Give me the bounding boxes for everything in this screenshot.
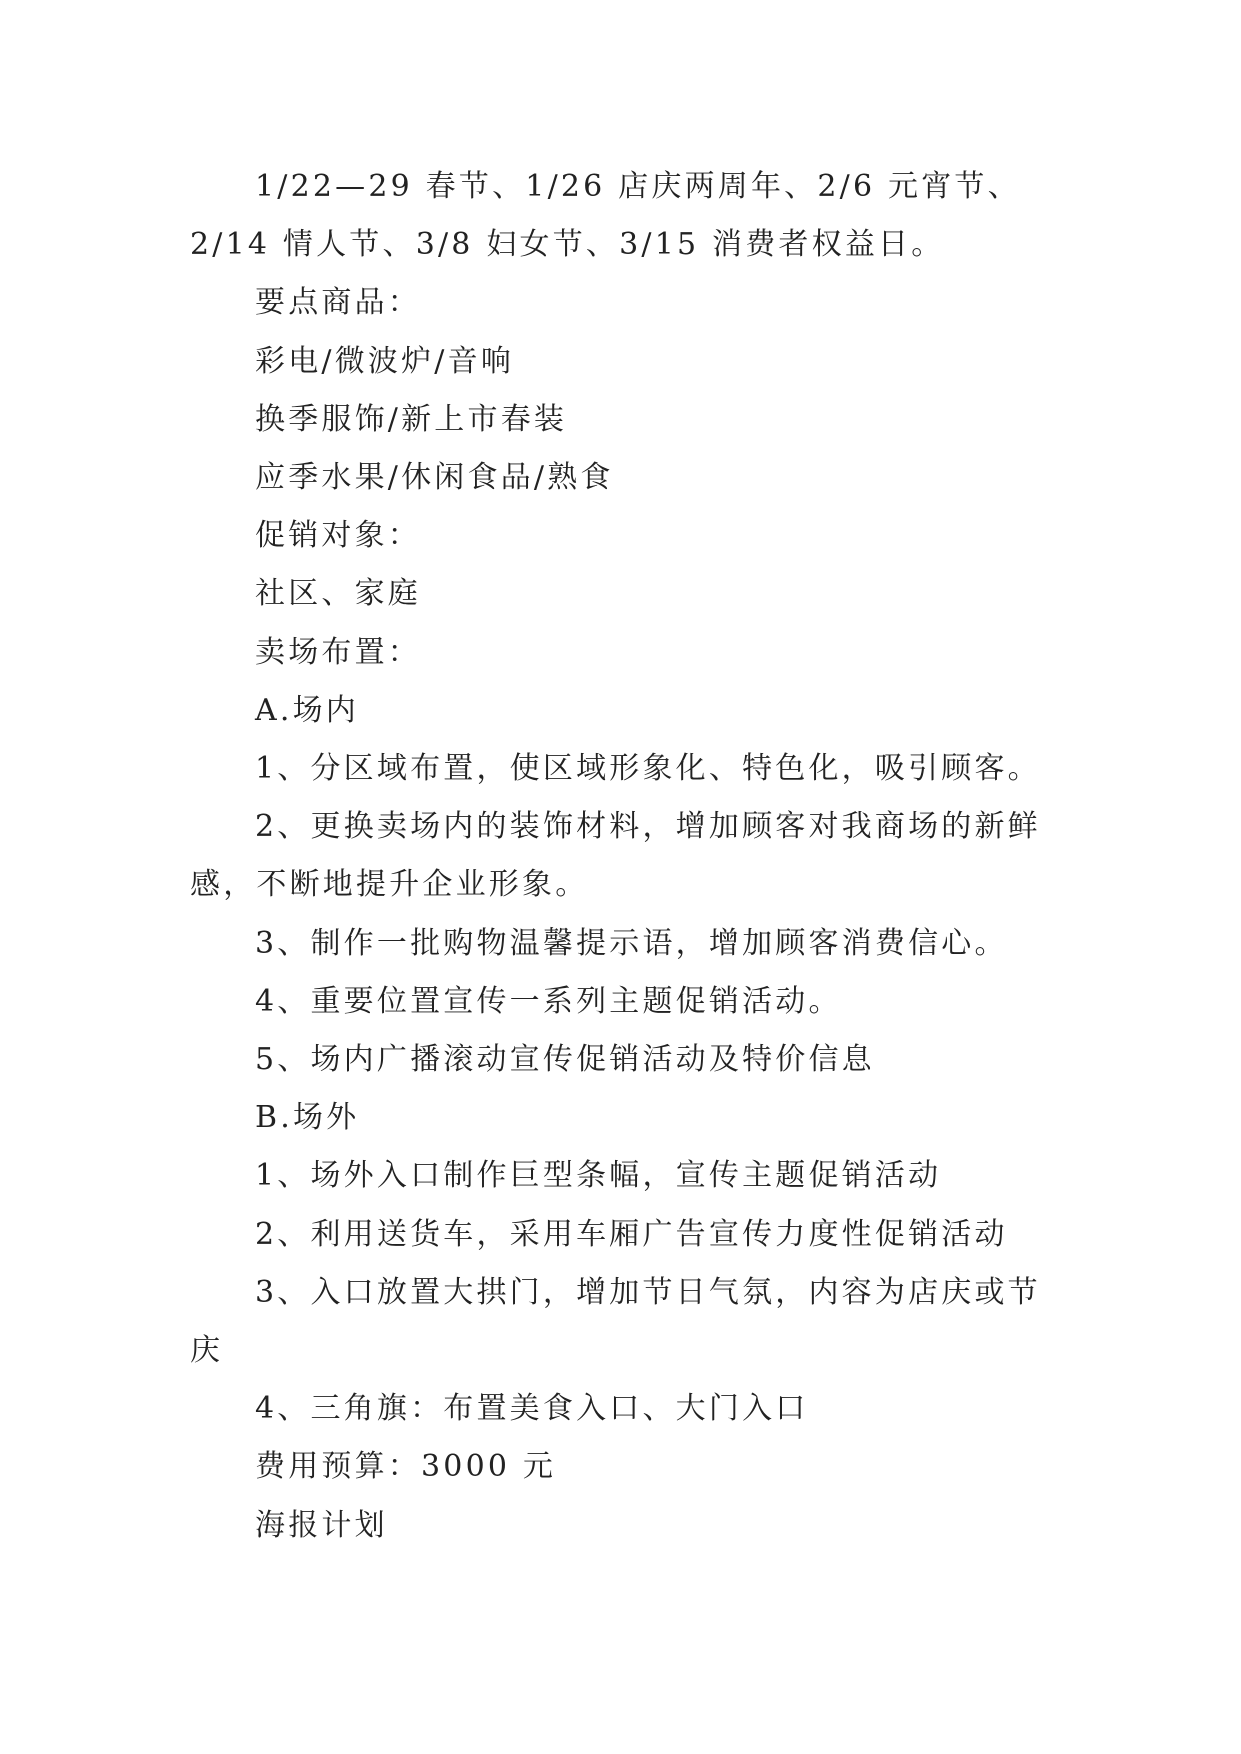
- key-products-heading: 要点商品：: [255, 285, 421, 321]
- promotion-target-heading: 促销对象：: [255, 518, 421, 554]
- poster-plan-heading: 海报计划: [255, 1507, 388, 1543]
- outdoor-item-4: 4、三角旗：布置美食入口、大门入口: [255, 1391, 809, 1427]
- product-line-electronics: 彩电/微波炉/音响: [255, 343, 515, 379]
- outdoor-item-1: 1、场外入口制作巨型条幅，宣传主题促销活动: [255, 1158, 942, 1194]
- indoor-item-5: 5、场内广播滚动宣传促销活动及特价信息: [255, 1042, 875, 1078]
- section-a-indoor: A.场内: [255, 692, 360, 728]
- promotion-target-value: 社区、家庭: [255, 576, 421, 612]
- store-layout-heading: 卖场布置：: [255, 634, 421, 670]
- outdoor-item-2: 2、利用送货车，采用车厢广告宣传力度性促销活动: [255, 1216, 1008, 1252]
- indoor-item-1: 1、分区域布置，使区域形象化、特色化，吸引顾客。: [255, 751, 1041, 787]
- indoor-item-3: 3、制作一批购物温馨提示语，增加顾客消费信心。: [255, 925, 1008, 961]
- indoor-item-2: 2、更换卖场内的装饰材料，增加顾客对我商场的新鲜感，不断地提升企业形象。: [190, 809, 1041, 903]
- indoor-item-4: 4、重要位置宣传一系列主题促销活动。: [255, 983, 842, 1019]
- outdoor-item-3: 3、入口放置大拱门，增加节日气氛，内容为店庆或节庆: [190, 1274, 1041, 1369]
- budget-line: 费用预算：3000 元: [255, 1449, 557, 1485]
- section-b-outdoor: B.场外: [255, 1100, 360, 1136]
- product-line-apparel: 换季服饰/新上市春装: [255, 401, 568, 437]
- product-line-food: 应季水果/休闲食品/熟食: [255, 460, 614, 496]
- document-body: [190, 158, 1050, 1555]
- holiday-schedule-paragraph: 1/22—29 春节、1/26 店庆两周年、2/6 元宵节、2/14 情人节、3/8 妇女节、3/15 消费者权益日。: [190, 169, 1021, 263]
